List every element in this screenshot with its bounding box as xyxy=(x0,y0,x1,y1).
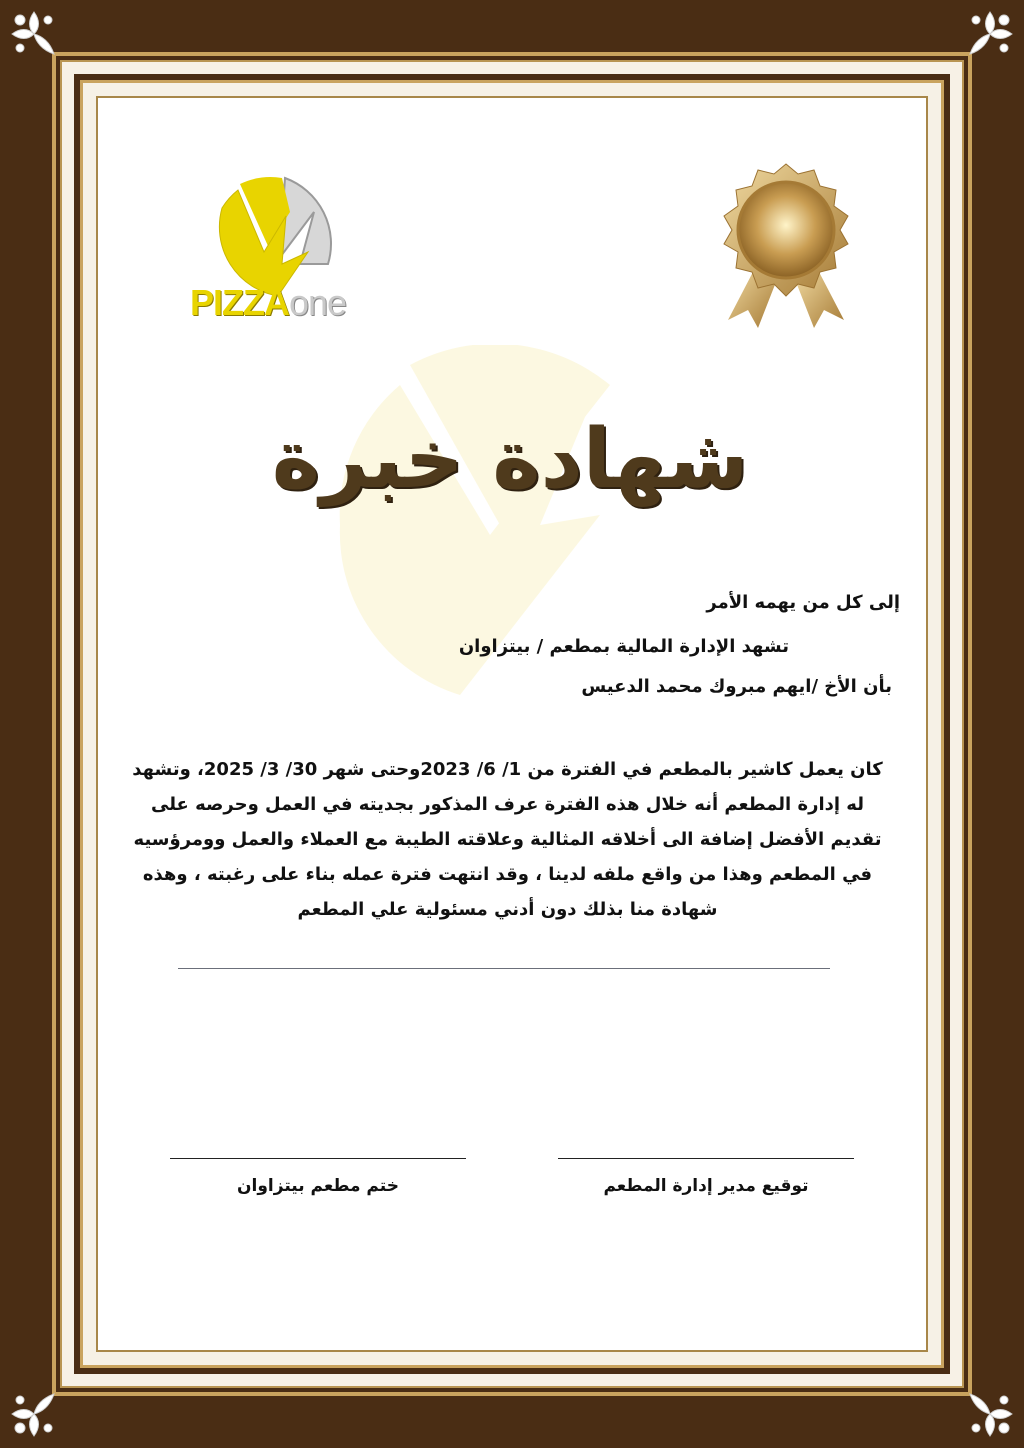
employee-line: بأن الأخ /ايهم مبروك محمد الدعيس xyxy=(581,676,892,697)
stamp-line xyxy=(170,1158,466,1159)
stamp-label: ختم مطعم بيتزاوان xyxy=(237,1176,399,1196)
fleur-de-lis-icon xyxy=(6,6,62,62)
certificate-title: شهادة خبرة xyxy=(271,412,749,507)
issuer-line: تشهد الإدارة المالية بمطعم / بيتزاوان xyxy=(458,636,789,657)
divider-line xyxy=(178,968,830,969)
fleur-de-lis-icon xyxy=(6,1386,62,1442)
fleur-de-lis-icon xyxy=(962,6,1018,62)
certificate-body: كان يعمل كاشير بالمطعم في الفترة من 1/ 6/ 2023وحتى شهر 30/ 3/ 2025، وتشهد له إدارة المطعم أنه خلال هذه الفترة عرف المذكور بجديته في العمل وحرصه على تقديم الأفضل إضافة الى أخلاقه المثالية وعلاقته الطيبة مع العملاء والعمل وومرؤسيه في المطعم وهذا من واقع ملفه لدينا ، وقد انتهت فترة عمله بناء على رغبته ، وهذه شهادة منا بذلك دون أدني مسئولية علي المطعم xyxy=(132,759,883,920)
fleur-de-lis-icon xyxy=(962,1386,1018,1442)
manager-signature-label: توقيع مدير إدارة المطعم xyxy=(603,1176,809,1196)
to-whom-line: إلى كل من يهمه الأمر xyxy=(706,592,900,613)
gold-medal-icon xyxy=(706,160,866,330)
manager-signature-line xyxy=(558,1158,854,1159)
brand-suffix: one xyxy=(289,282,347,323)
brand-main: PIZZA xyxy=(190,282,289,323)
brand-wordmark xyxy=(190,282,360,326)
